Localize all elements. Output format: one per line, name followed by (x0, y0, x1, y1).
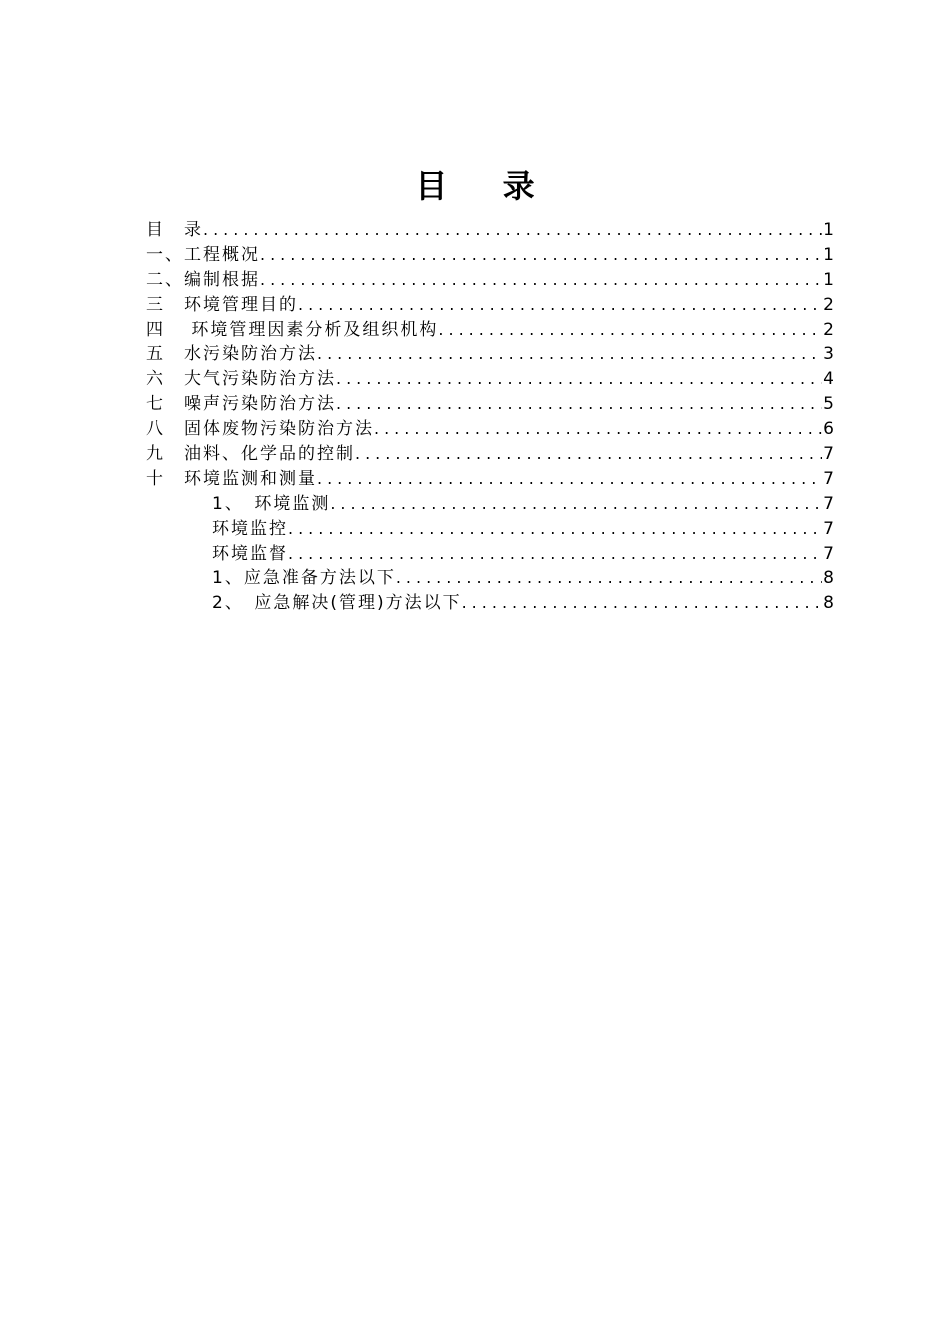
toc-entry-page: 7 (823, 518, 834, 539)
toc-entry-page: 1 (823, 269, 834, 290)
toc-entry-page: 5 (823, 394, 834, 415)
toc-entry[interactable] (146, 243, 834, 268)
toc-entry[interactable] (146, 367, 834, 392)
toc-leader-dots (462, 591, 822, 616)
toc-subentry[interactable] (146, 566, 834, 591)
toc-entry[interactable] (146, 442, 834, 467)
toc-entry-page: 7 (823, 444, 834, 465)
toc-entry[interactable] (146, 218, 834, 243)
toc-entry-text: 三 环境管理目的 (146, 294, 298, 315)
toc-leader-dots (438, 318, 822, 343)
toc-entry-text: 五 水污染防治方法 (146, 344, 317, 365)
toc-title: 目 录 (415, 167, 557, 205)
toc-entry[interactable] (146, 392, 834, 417)
toc-entry[interactable] (146, 293, 834, 318)
toc-entry-page: 4 (823, 369, 834, 390)
toc-leader-dots (317, 467, 822, 492)
toc-leader-dots (336, 392, 822, 417)
toc-entry-page: 2 (823, 294, 834, 315)
toc-entry-page: 7 (823, 543, 834, 564)
toc-entry-page: 7 (823, 468, 834, 489)
toc-entry[interactable] (146, 417, 834, 442)
toc-entry-text: 四 环境管理因素分析及组织机构 (146, 319, 439, 340)
toc-entry-text: 八 固体废物污染防治方法 (146, 419, 374, 440)
toc-leader-dots (317, 342, 822, 367)
toc-entry-text: 2、 应急解决(管理)方法以下 (212, 593, 462, 614)
toc-subentry[interactable] (146, 542, 834, 567)
toc-entry-page: 1 (823, 244, 834, 265)
toc-entry[interactable] (146, 268, 834, 293)
toc-entry-text: 六 大气污染防治方法 (146, 369, 336, 390)
toc-leader-dots (288, 542, 822, 567)
toc-entry-text: 十 环境监测和测量 (146, 468, 317, 489)
toc-leader-dots (374, 417, 822, 442)
toc-entry-text: 环境监控 (212, 518, 288, 539)
toc-entry-text: 二、编制根据 (146, 269, 260, 290)
toc-subentry[interactable] (146, 591, 834, 616)
toc-subentry[interactable] (146, 492, 834, 517)
toc-leader-dots (260, 268, 822, 293)
toc-leader-dots (336, 367, 822, 392)
toc-entry-text: 1、应急准备方法以下 (212, 568, 396, 589)
toc-leader-dots (396, 566, 822, 591)
toc-entry-page: 2 (823, 319, 834, 340)
toc-entry[interactable] (146, 342, 834, 367)
toc-entry-text: 目 录 (146, 220, 203, 240)
toc-leader-dots (330, 492, 822, 517)
toc-entry-page: 3 (823, 344, 834, 365)
toc-entry[interactable] (146, 467, 834, 492)
toc-entry-text: 七 噪声污染防治方法 (146, 394, 336, 415)
toc-subentry[interactable] (146, 517, 834, 542)
toc-entry-text: 九 油料、化学品的控制 (146, 444, 355, 465)
toc-entry[interactable] (146, 318, 834, 343)
toc-leader-dots (298, 293, 822, 318)
toc-entry-page: 6 (823, 419, 834, 440)
toc-leader-dots (203, 218, 822, 243)
toc-entry-page: 8 (823, 568, 834, 589)
toc-leader-dots (260, 243, 822, 268)
toc-entry-page: 7 (823, 493, 834, 514)
toc-entry-text: 一、工程概况 (146, 244, 260, 265)
toc-leader-dots (288, 517, 822, 542)
toc-leader-dots (355, 442, 822, 467)
table-of-contents (146, 218, 834, 616)
toc-entry-text: 环境监督 (212, 543, 288, 564)
toc-entry-page: 8 (823, 593, 834, 614)
toc-entry-page: 1 (823, 220, 834, 240)
toc-entry-text: 1、 环境监测 (212, 493, 331, 514)
